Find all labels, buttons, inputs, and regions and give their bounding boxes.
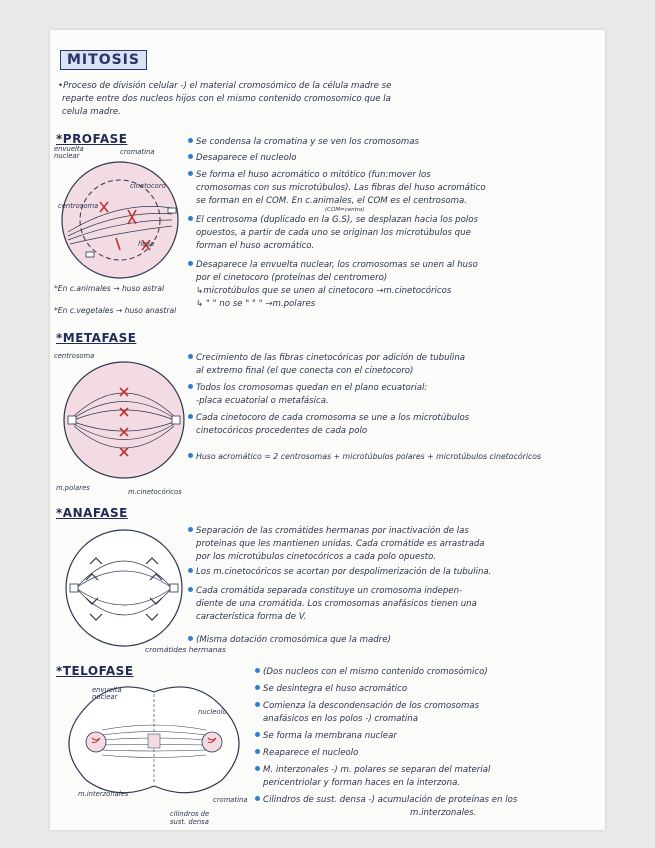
telofase-label-cilindros: cilindros de [170,810,210,818]
anafase-bullet-4: (Misma dotación cromosómica que la madre) [188,634,391,647]
profase-title: *PROFASE [56,132,127,146]
profase-diagram [56,150,186,285]
profase-label-cinetocoro: cinetocoro [130,182,166,190]
profase-bullet-5-line-4: ↳ " " no se " " " →m.polares [196,299,316,309]
telofase-bullet-7-line-2: m.interzonales. [410,808,477,818]
notes-page [50,30,605,830]
metafase-label-centrosoma: centrosoma [54,352,95,360]
profase-bullet-5-line-2: por el cinetocoro (proteínas del centromero) [196,273,388,283]
profase-bullet-1: Se condensa la cromatina y se ven los cromosomas [188,136,419,149]
profase-bullet-4-line-3: forman el huso acromático. [196,241,315,251]
metafase-title: *METAFASE [56,331,136,345]
metafase-bullet-3: Cada cinetocoro de cada cromosoma se une a los microtúbulos [188,412,469,425]
telofase-title: *TELOFASE [56,664,134,678]
profase-note-animales: *En c.animales → huso astral [54,284,165,293]
telofase-label-sust-densa: sust. densa [170,818,209,826]
profase-bullet-5: Desaparece la envuelta nuclear, los cromosomas se unen al huso [188,259,478,272]
anafase-bullet-1: Separación de las cromátides hermanas por inactivación de las [188,525,469,538]
profase-bullet-4: El centrosoma (duplicado en la G.S), se desplazan hacia los polos [188,214,478,227]
telofase-bullet-2: Se desintegra el huso acromático [255,683,407,696]
anafase-title: *ANAFASE [56,506,128,520]
telofase-bullet-1: (Dos nucleos con el mismo contenido cromosómico) [255,666,488,679]
profase-com-note: (COM=centro) [325,207,365,213]
metafase-diagram [56,350,190,486]
profase-bullet-4-line-2: opuestos, a partir de cada uno se originan los microtúbulos que [196,228,471,238]
telofase-label-cromatina: cromatina [213,796,248,804]
telofase-bullet-4: Se forma la membrana nuclear [255,730,397,743]
profase-label-cromatina: cromatina [120,148,155,156]
telofase-bullet-6: M. interzonales -) m. polares se separan del material [255,764,490,777]
profase-bullet-5-line-3: ↳microtúbulos que se unen al cinetocoro →m.cinetocóricos [196,286,452,296]
profase-label-huso: huso [138,240,155,248]
metafase-bullet-2: Todos los cromosomas quedan en el plano ecuatorial: [188,382,427,395]
telofase-bullet-7: Cilindros de sust. densa -) acumulación de proteínas en los [255,794,517,807]
metafase-label-m-cinetocoricos: m.cinetocóricos [128,488,182,496]
telofase-diagram [56,680,252,800]
profase-bullet-3-line-3: se forman en el COM. En c.animales, el COM es el centrosoma. [196,196,468,206]
telofase-label-m-interzonales: m.interzonales [78,790,129,798]
telofase-label-nuclear: nuclear [92,693,118,701]
intro-line-2: reparte entre dos nucleos hijos con el mismo contenido cromosomico que la [62,94,391,104]
anafase-bullet-2: Los m.cinetocóricos se acortan por despolimerización de la tubulina. [188,566,491,579]
telofase-bullet-6-line-2: pericentriolar y forman haces en la interzona. [263,778,461,788]
metafase-bullet-1: Crecimiento de las fibras cinetocóricas por adición de tubulina [188,352,465,365]
intro-line-1: •Proceso de división celular -) el material cromosómico de la célula madre se [58,81,392,91]
profase-label-nuclear: nuclear [54,152,80,160]
page-title: MITOSIS [60,50,147,70]
metafase-label-m-polares: m.polares [56,484,90,492]
anafase-bullet-3-line-3: característica forma de V. [196,612,307,622]
profase-bullet-3-line-2: cromosomas con sus microtúbulos). Las fibras del huso acromático [196,183,486,193]
profase-label-centrosoma: centrosoma [58,202,99,210]
metafase-bullet-4: Huso acromático = 2 centrosomas + microtúbulos polares + microtúbulos cinetocóricos [188,450,541,463]
anafase-bullet-1-line-3: por los microtúbulos cinetocóricos a cada polo opuesto. [196,552,437,562]
profase-bullet-3: Se forma el huso acromático o mitótico (fun:mover los [188,169,431,182]
telofase-bullet-3: Comienza la descondensación de los cromosomas [255,700,479,713]
intro-line-3: celula madre. [62,107,121,117]
anafase-bullet-1-line-2: proteinas que les mantienen unidas. Cada cromátide es arrastrada [196,539,485,549]
profase-note-vegetales: *En c.vegetales → huso anastral [54,306,177,315]
metafase-bullet-3-line-2: cinetocóricos procedentes de cada polo [196,426,368,436]
metafase-bullet-1-line-2: al extremo final (el que conecta con el cinetocoro) [196,366,414,376]
anafase-bullet-3-line-2: diente de una cromátida. Los cromosomas anafásicos tienen una [196,599,477,609]
metafase-bullet-2-line-2: -placa ecuatorial o metafásica. [196,396,329,406]
profase-bullet-2: Desaparece el nucleolo [188,152,297,165]
telofase-bullet-5: Reaparece el nucleolo [255,747,358,760]
telofase-bullet-3-line-2: anafásicos en los polos -) cromatina [263,714,419,724]
profase-label-envuelta: envuelta [54,145,84,153]
telofase-label-nucleolo: nucleolo [198,708,227,716]
anafase-label-cromatides: cromátides hermanas [145,645,226,654]
anafase-bullet-3: Cada cromátida separada constituye un cromosoma indepen- [188,585,462,598]
anafase-diagram [56,524,190,654]
telofase-label-envuelta: envuelta [92,686,122,694]
